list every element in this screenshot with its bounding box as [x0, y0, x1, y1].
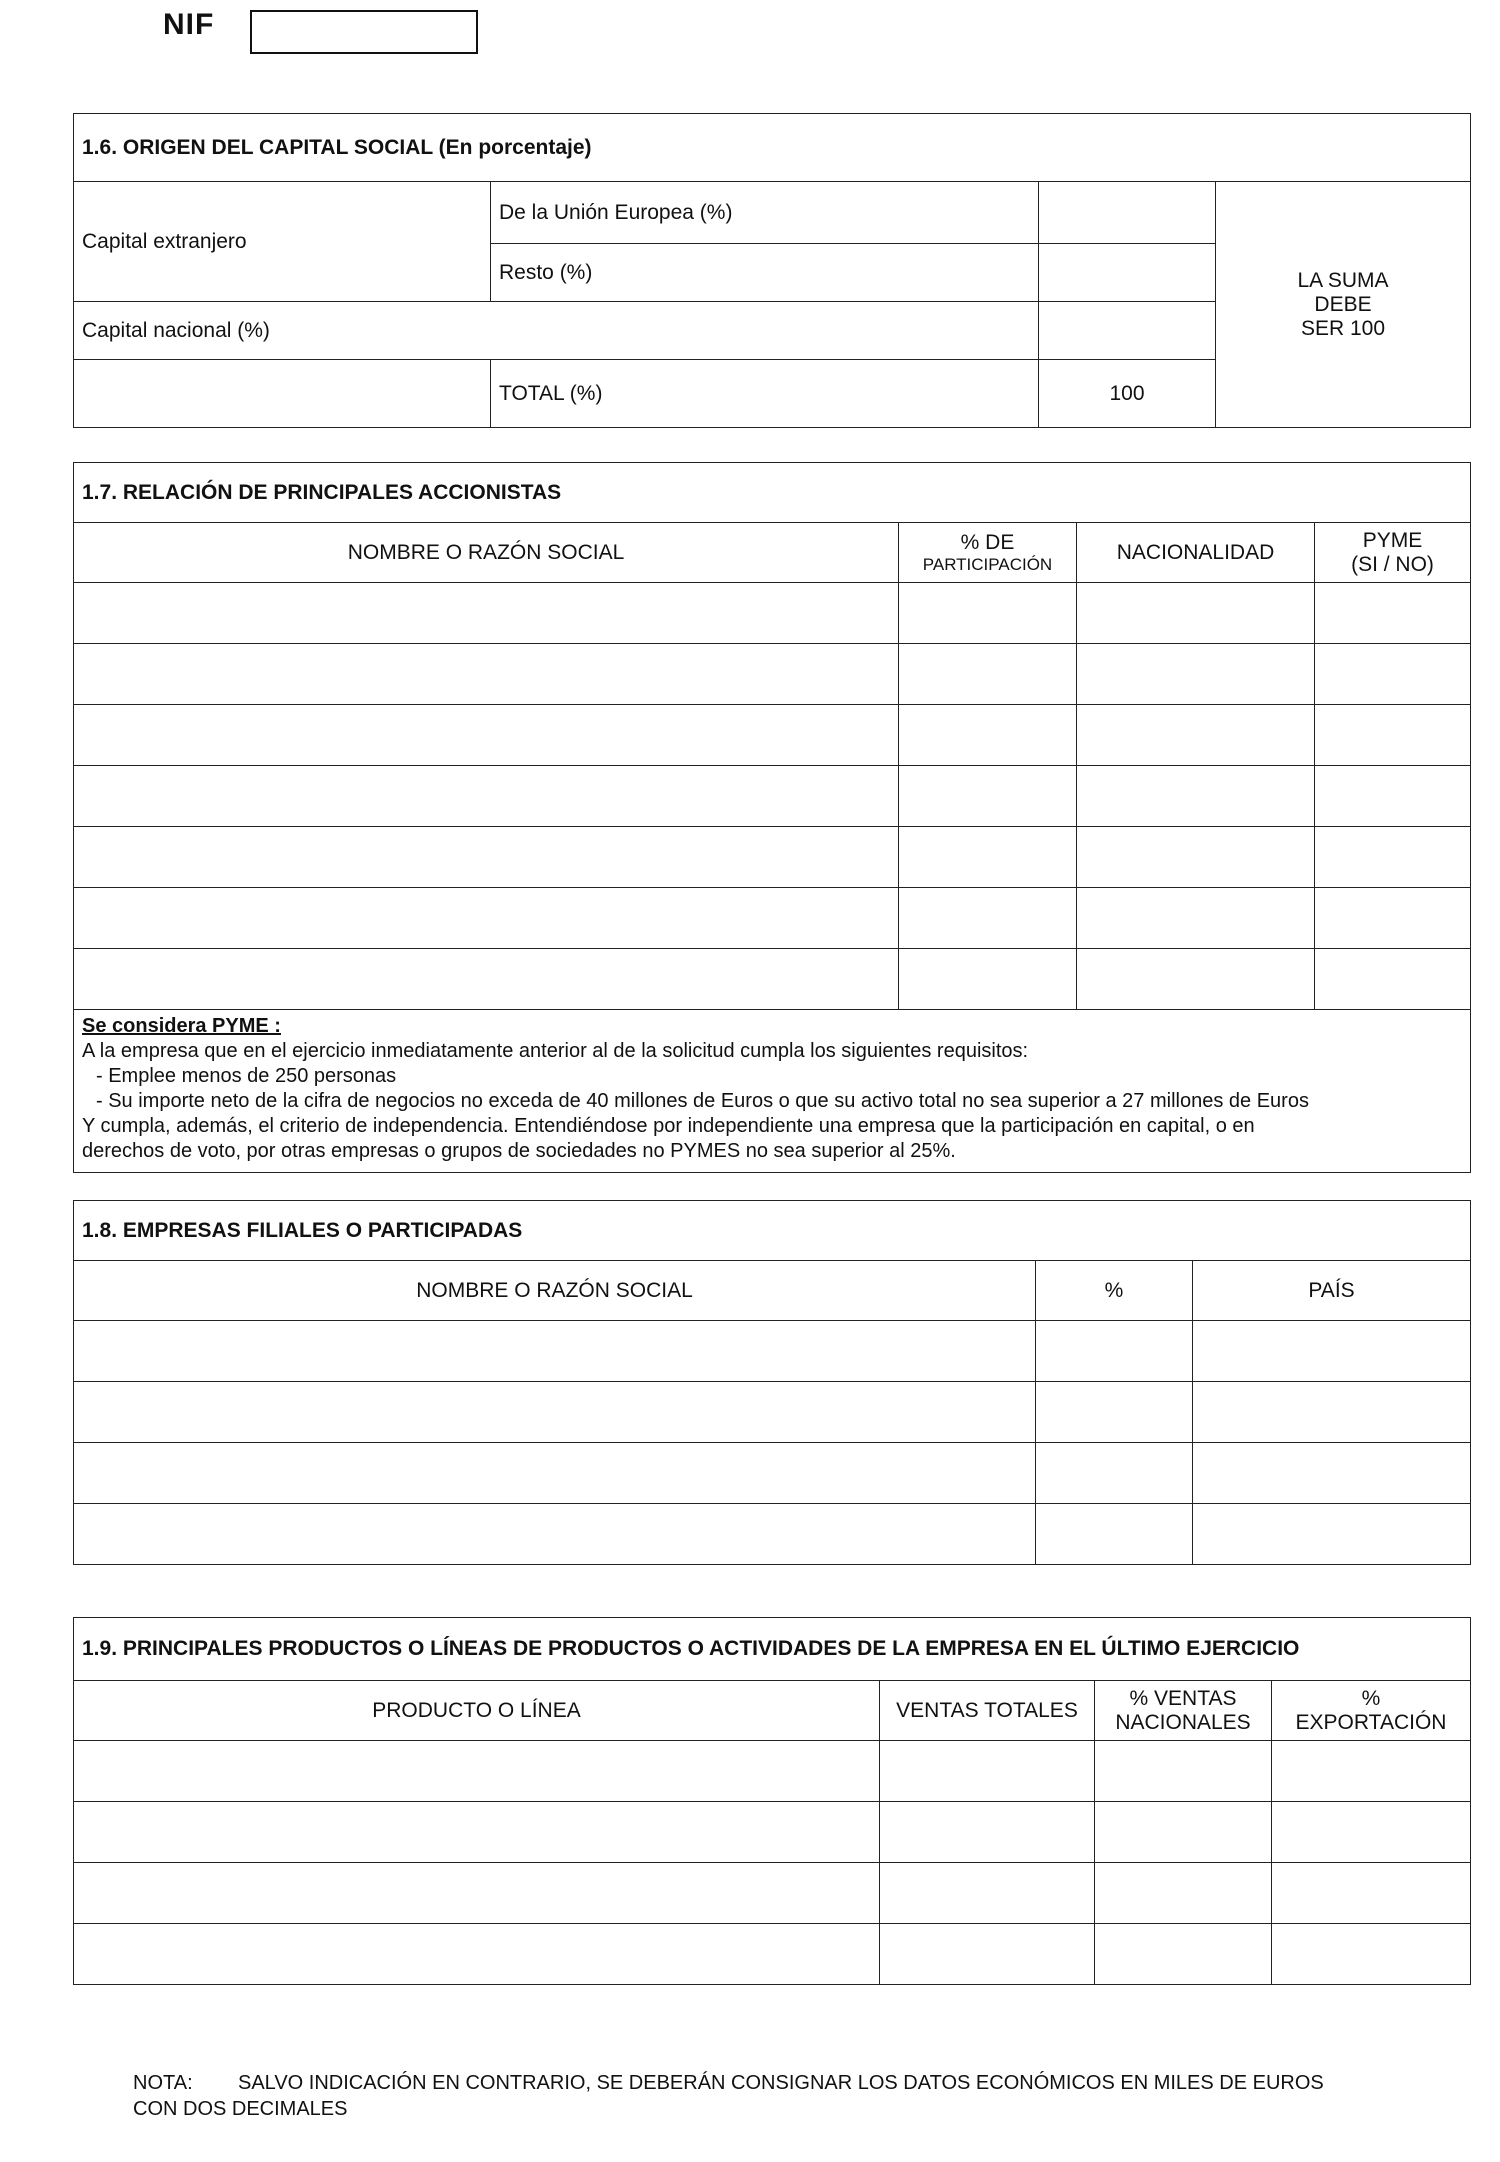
footer-note-line2: CON DOS DECIMALES	[133, 2098, 348, 2120]
participation-input[interactable]	[899, 949, 1077, 1010]
participation-header-line1: % DE	[960, 530, 1015, 554]
pyme-input[interactable]	[1315, 583, 1471, 644]
national-sales-header-line2: NACIONALES	[1115, 1710, 1251, 1734]
product-header: PRODUCTO O LÍNEA	[74, 1681, 880, 1741]
foreign-capital-label: Capital extranjero	[74, 182, 491, 302]
section-1-6-table	[73, 113, 1471, 428]
nationality-input[interactable]	[1077, 888, 1315, 949]
sum-note-line2: DEBE	[1314, 292, 1372, 316]
subsidiary-name-input[interactable]	[74, 1443, 1036, 1504]
footer-note	[133, 2070, 1473, 2122]
product-input[interactable]	[74, 1741, 880, 1802]
subsidiary-name-input[interactable]	[74, 1504, 1036, 1565]
subsidiary-percent-input[interactable]	[1036, 1443, 1193, 1504]
subsidiary-percent-input[interactable]	[1036, 1504, 1193, 1565]
national-sales-input[interactable]	[1095, 1924, 1272, 1985]
eu-capital-label: De la Unión Europea (%)	[491, 182, 1039, 244]
pyme-note-line2: - Emplee menos de 250 personas	[96, 1065, 397, 1087]
shareholder-name-input[interactable]	[74, 583, 899, 644]
table-row	[74, 766, 1471, 827]
rest-capital-label: Resto (%)	[491, 244, 1039, 302]
subsidiary-country-input[interactable]	[1193, 1504, 1471, 1565]
section-1-7-title: 1.7. RELACIÓN DE PRINCIPALES ACCIONISTAS	[74, 463, 1471, 523]
export-header-line1: %	[1361, 1686, 1381, 1710]
sum-note-line3: SER 100	[1300, 316, 1386, 340]
shareholder-name-header: NOMBRE O RAZÓN SOCIAL	[74, 523, 899, 583]
subsidiary-name-header: NOMBRE O RAZÓN SOCIAL	[74, 1261, 1036, 1321]
participation-header	[899, 523, 1077, 583]
export-input[interactable]	[1272, 1802, 1471, 1863]
table-row	[74, 949, 1471, 1010]
eu-capital-input[interactable]	[1039, 182, 1216, 244]
nationality-header: NACIONALIDAD	[1077, 523, 1315, 583]
nif-input[interactable]	[250, 10, 478, 54]
total-sales-input[interactable]	[880, 1741, 1095, 1802]
table-row	[74, 1382, 1471, 1443]
export-input[interactable]	[1272, 1863, 1471, 1924]
pyme-note-line4: Y cumpla, además, el criterio de independencia. Entendiéndose por independiente una empresa que la participación en capital, o en	[82, 1115, 1255, 1137]
section-1-6-title: 1.6. ORIGEN DEL CAPITAL SOCIAL (En porcentaje)	[74, 114, 1471, 182]
section-1-8-title: 1.8. EMPRESAS FILIALES O PARTICIPADAS	[74, 1201, 1471, 1261]
total-sales-input[interactable]	[880, 1924, 1095, 1985]
participation-header-line2: PARTICIPACIÓN	[922, 554, 1053, 574]
table-row	[74, 1741, 1471, 1802]
shareholder-name-input[interactable]	[74, 888, 899, 949]
table-row	[74, 644, 1471, 705]
section-1-9-title: 1.9. PRINCIPALES PRODUCTOS O LÍNEAS DE PRODUCTOS O ACTIVIDADES DE LA EMPRESA EN EL ÚLTIMO EJERCICIO	[74, 1618, 1471, 1681]
participation-input[interactable]	[899, 827, 1077, 888]
shareholder-name-input[interactable]	[74, 705, 899, 766]
subsidiary-country-input[interactable]	[1193, 1382, 1471, 1443]
national-capital-input[interactable]	[1039, 302, 1216, 360]
table-row	[74, 1321, 1471, 1382]
subsidiary-percent-input[interactable]	[1036, 1321, 1193, 1382]
table-row	[74, 583, 1471, 644]
pyme-input[interactable]	[1315, 644, 1471, 705]
pyme-input[interactable]	[1315, 766, 1471, 827]
export-header	[1272, 1681, 1471, 1741]
section-1-7-table	[73, 462, 1471, 1173]
product-input[interactable]	[74, 1924, 880, 1985]
pyme-input[interactable]	[1315, 949, 1471, 1010]
nationality-input[interactable]	[1077, 644, 1315, 705]
total-sales-input[interactable]	[880, 1802, 1095, 1863]
nationality-input[interactable]	[1077, 766, 1315, 827]
rest-capital-input[interactable]	[1039, 244, 1216, 302]
subsidiary-country-input[interactable]	[1193, 1443, 1471, 1504]
national-sales-header-line1: % VENTAS	[1129, 1686, 1237, 1710]
shareholder-name-input[interactable]	[74, 644, 899, 705]
subsidiary-name-input[interactable]	[74, 1321, 1036, 1382]
table-row	[74, 705, 1471, 766]
nationality-input[interactable]	[1077, 949, 1315, 1010]
participation-input[interactable]	[899, 583, 1077, 644]
total-sales-input[interactable]	[880, 1863, 1095, 1924]
pyme-note-line1: A la empresa que en el ejercicio inmediatamente anterior al de la solicitud cumpla los siguientes requisitos:	[82, 1040, 1029, 1062]
export-input[interactable]	[1272, 1741, 1471, 1802]
pyme-header-line2: (SI / NO)	[1351, 552, 1434, 576]
pyme-header	[1315, 523, 1471, 583]
pyme-note-line3: - Su importe neto de la cifra de negocios no exceda de 40 millones de Euros o que su activo total no sea superior a 27 millones de Euros	[96, 1090, 1309, 1112]
table-row	[74, 1443, 1471, 1504]
shareholder-name-input[interactable]	[74, 766, 899, 827]
nif-label: NIF	[163, 8, 215, 41]
pyme-note-heading: Se considera PYME :	[82, 1015, 281, 1037]
pyme-input[interactable]	[1315, 705, 1471, 766]
participation-input[interactable]	[899, 644, 1077, 705]
total-sales-header: VENTAS TOTALES	[880, 1681, 1095, 1741]
table-row	[74, 888, 1471, 949]
total-value: 100	[1039, 360, 1216, 428]
sum-note	[1216, 182, 1471, 428]
national-sales-input[interactable]	[1095, 1863, 1272, 1924]
pyme-input[interactable]	[1315, 888, 1471, 949]
pyme-note-line5: derechos de voto, por otras empresas o grupos de sociedades no PYMES no sea superior al 25%.	[82, 1140, 956, 1162]
section-1-8-table	[73, 1200, 1471, 1565]
national-capital-label: Capital nacional (%)	[74, 302, 1039, 360]
table-row	[74, 1863, 1471, 1924]
total-label: TOTAL (%)	[491, 360, 1039, 428]
shareholder-name-input[interactable]	[74, 949, 899, 1010]
table-row	[74, 1802, 1471, 1863]
table-row	[74, 1924, 1471, 1985]
nationality-input[interactable]	[1077, 583, 1315, 644]
participation-input[interactable]	[899, 888, 1077, 949]
subsidiary-country-header: PAÍS	[1193, 1261, 1471, 1321]
subsidiary-percent-input[interactable]	[1036, 1382, 1193, 1443]
export-input[interactable]	[1272, 1924, 1471, 1985]
table-row	[74, 1504, 1471, 1565]
nationality-input[interactable]	[1077, 827, 1315, 888]
table-row	[74, 827, 1471, 888]
product-input[interactable]	[74, 1802, 880, 1863]
national-sales-input[interactable]	[1095, 1802, 1272, 1863]
national-sales-input[interactable]	[1095, 1741, 1272, 1802]
pyme-input[interactable]	[1315, 827, 1471, 888]
sum-note-line1: LA SUMA	[1297, 268, 1389, 292]
national-sales-header	[1095, 1681, 1272, 1741]
participation-input[interactable]	[899, 766, 1077, 827]
footer-note-line1: SALVO INDICACIÓN EN CONTRARIO, SE DEBERÁN CONSIGNAR LOS DATOS ECONÓMICOS EN MILES DE EUROS	[238, 2072, 1324, 2094]
subsidiary-percent-header: %	[1036, 1261, 1193, 1321]
footer-note-label: NOTA:	[133, 2072, 193, 2094]
subsidiary-country-input[interactable]	[1193, 1321, 1471, 1382]
shareholder-name-input[interactable]	[74, 827, 899, 888]
pyme-header-line1: PYME	[1362, 528, 1423, 552]
section-1-9-table	[73, 1617, 1471, 1985]
product-input[interactable]	[74, 1863, 880, 1924]
participation-input[interactable]	[899, 705, 1077, 766]
export-header-line2: EXPORTACIÓN	[1295, 1710, 1447, 1734]
nationality-input[interactable]	[1077, 705, 1315, 766]
pyme-definition-note	[74, 1010, 1471, 1173]
subsidiary-name-input[interactable]	[74, 1382, 1036, 1443]
